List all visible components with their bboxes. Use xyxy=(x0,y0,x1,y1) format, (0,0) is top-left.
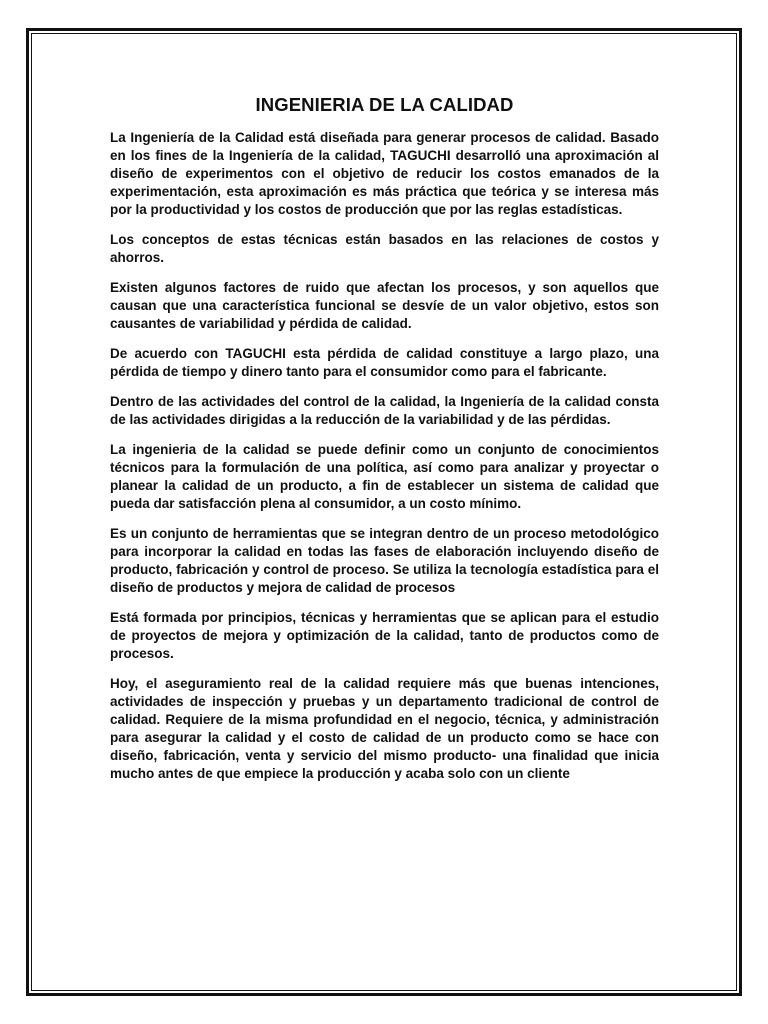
paragraph-3: Existen algunos factores de ruido que afectan los procesos, y son aquellos que causan que una característica funcional se desvíe de un valor objetivo, estos son causantes de variabilidad y pérdida de calidad. xyxy=(110,280,659,331)
paragraph-4: De acuerdo con TAGUCHI esta pérdida de calidad constituye a largo plazo, una pérdida de tiempo y dinero tanto para el consumidor como para el fabricante. xyxy=(110,346,659,379)
document-body xyxy=(110,94,659,795)
document-title: INGENIERIA DE LA CALIDAD xyxy=(255,94,514,115)
paragraph-7: Es un conjunto de herramientas que se integran dentro de un proceso metodológico para incorporar la calidad en todas las fases de elaboración incluyendo diseño de producto, fabricación y control de proceso. Se utiliza la tecnología estadística para el diseño de productos y mejora de calidad de procesos xyxy=(110,526,659,595)
paragraph-6: La ingenieria de la calidad se puede definir como un conjunto de conocimientos técnicos para la formulación de una política, así como para analizar y proyectar o planear la calidad de un producto, a fin de establecer un sistema de calidad que pueda dar satisfacción plena al consumidor, a un costo mínimo. xyxy=(110,442,659,511)
paragraph-5: Dentro de las actividades del control de la calidad, la Ingeniería de la calidad consta de las actividades dirigidas a la reducción de la variabilidad y de las pérdidas. xyxy=(110,394,659,427)
paragraph-8: Está formada por principios, técnicas y herramientas que se aplican para el estudio de proyectos de mejora y optimización de la calidad, tanto de productos como de procesos. xyxy=(110,610,659,661)
paragraph-9: Hoy, el aseguramiento real de la calidad requiere más que buenas intenciones, actividades de inspección y pruebas y un departamento tradicional de control de calidad. Requiere de la misma profundidad en el negocio, técnica, y administración para asegurar la calidad y el costo de calidad de un producto como se hace con diseño, fabricación, venta y servicio del mismo producto- una finalidad que inicia mucho antes de que empiece la producción y acaba solo con un cliente xyxy=(110,676,659,781)
paragraph-1: La Ingeniería de la Calidad está diseñada para generar procesos de calidad. Basado en los fines de la Ingeniería de la calidad, TAGUCHI desarrolló una aproximación al diseño de experimentos con el objetivo de reducir los costos emanados de la experimentación, esta aproximación es más práctica que teórica y se interesa más por la productividad y los costos de producción que por las reglas estadísticas. xyxy=(110,130,659,217)
paragraph-2: Los conceptos de estas técnicas están basados en las relaciones de costos y ahorros. xyxy=(110,232,659,265)
